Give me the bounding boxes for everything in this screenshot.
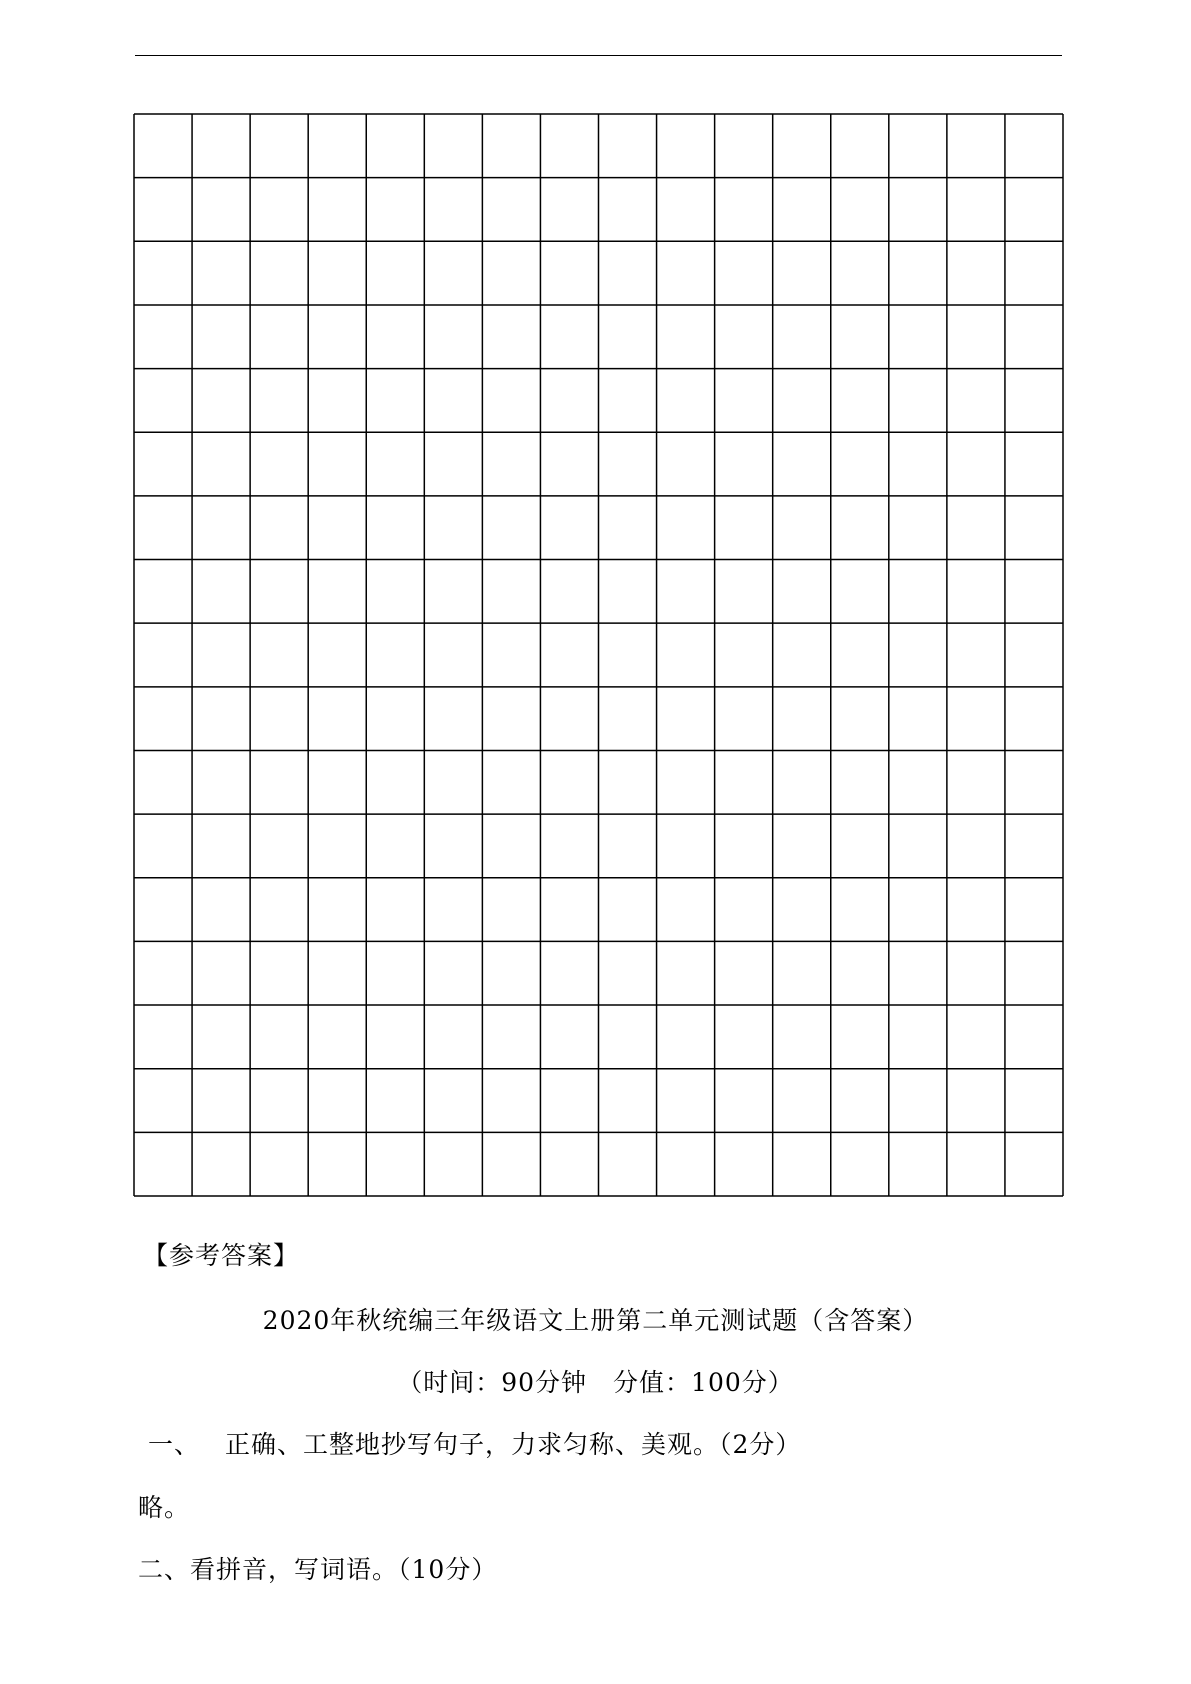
header-rule — [135, 55, 1062, 56]
question-2: 二、看拼音，写词语。（10分） — [138, 1555, 498, 1584]
writing-grid-svg — [133, 113, 1064, 1197]
question-1-number: 一、 — [148, 1430, 201, 1459]
document-title: 2020年秋统编三年级语文上册第二单元测试题（含答案） — [262, 1306, 929, 1335]
question-1-text: 正确、工整地抄写句子，力求匀称、美观。（2分） — [225, 1430, 802, 1459]
answer-key-heading: 【参考答案】 — [143, 1241, 300, 1270]
writing-grid — [133, 113, 1064, 1197]
question-1 — [148, 1430, 801, 1460]
question-1-answer: 略。 — [138, 1493, 191, 1522]
time-score-info: （时间：90分钟 分值：100分） — [397, 1368, 794, 1397]
